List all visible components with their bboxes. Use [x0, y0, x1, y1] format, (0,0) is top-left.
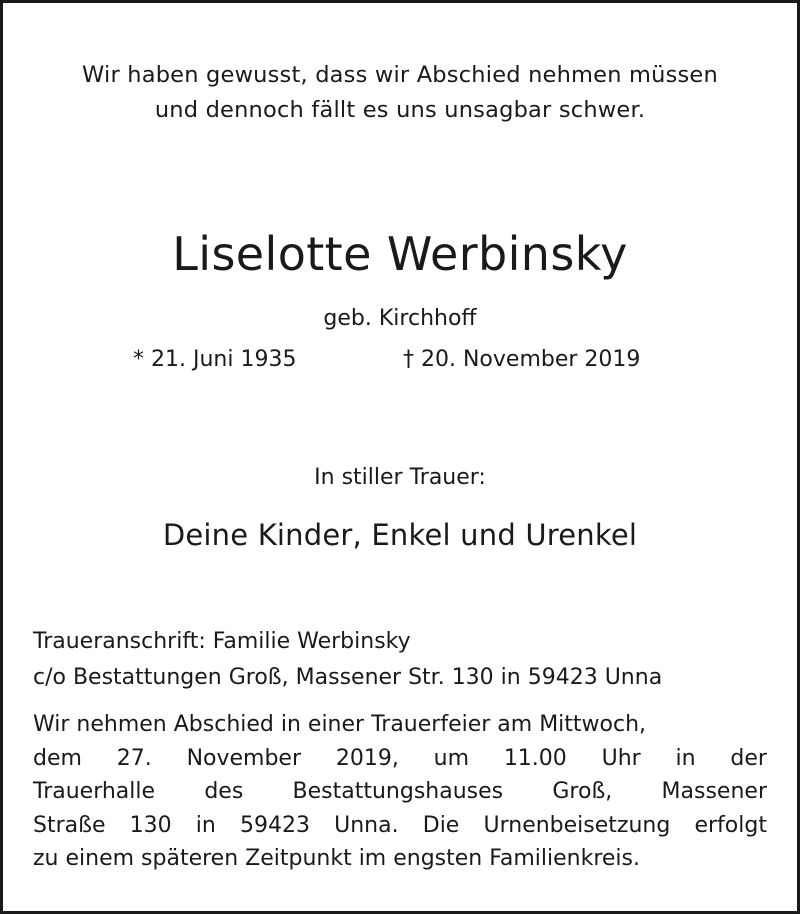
service-word: Massener	[661, 779, 767, 804]
service-notice	[33, 708, 767, 876]
service-word: des	[204, 779, 244, 804]
mourning-address	[33, 624, 662, 696]
service-word: um	[433, 745, 469, 771]
deceased-name: Liselotte Werbinsky	[172, 227, 628, 281]
service-word: Urnenbeisetzung	[483, 812, 671, 838]
mourning-label: In stiller Trauer:	[314, 465, 486, 490]
service-word: 27.	[116, 745, 152, 771]
service-word: 59423	[240, 812, 310, 838]
service-word: Groß,	[552, 779, 613, 804]
service-word: erfolgt	[694, 812, 767, 838]
service-word: Trauerhalle	[33, 779, 156, 804]
service-word: 11.00	[503, 745, 567, 771]
birth-date: * 21. Juni 1935	[133, 347, 297, 372]
service-word: Bestattungshauses	[292, 779, 504, 804]
address-line-2: c/o Bestattungen Groß, Massener Str. 130 in 59423 Unna	[33, 665, 663, 690]
verse-line-2: und dennoch fällt es uns unsagbar schwer.	[154, 97, 646, 123]
mourners-names: Deine Kinder, Enkel und Urenkel	[162, 518, 638, 552]
service-word: in	[675, 745, 696, 771]
service-word: dem	[33, 745, 82, 771]
service-line-1: Wir nehmen Abschied in einer Trauerfeier am Mittwoch,	[33, 712, 647, 737]
service-word: in	[195, 812, 216, 838]
service-word: Straße	[33, 812, 106, 838]
maiden-name: geb. Kirchhoff	[323, 306, 477, 331]
service-word: der	[730, 745, 767, 771]
address-line-1: Traueranschrift: Familie Werbinsky	[33, 629, 411, 654]
service-line-2	[33, 742, 767, 776]
death-date: † 20. November 2019	[403, 347, 641, 372]
service-word: Uhr	[601, 745, 641, 771]
service-word: 130	[129, 812, 172, 838]
service-word: November	[186, 745, 302, 771]
service-line-5: zu einem späteren Zeitpunkt im engsten Familienkreis.	[33, 846, 640, 871]
verse	[0, 58, 800, 128]
service-word: 2019,	[335, 745, 399, 771]
service-line-3	[33, 775, 767, 809]
service-word: Die	[422, 812, 460, 838]
service-word: Unna.	[334, 812, 399, 838]
service-line-4	[33, 809, 767, 843]
verse-line-1: Wir haben gewusst, dass wir Abschied nehmen müssen	[82, 62, 718, 88]
